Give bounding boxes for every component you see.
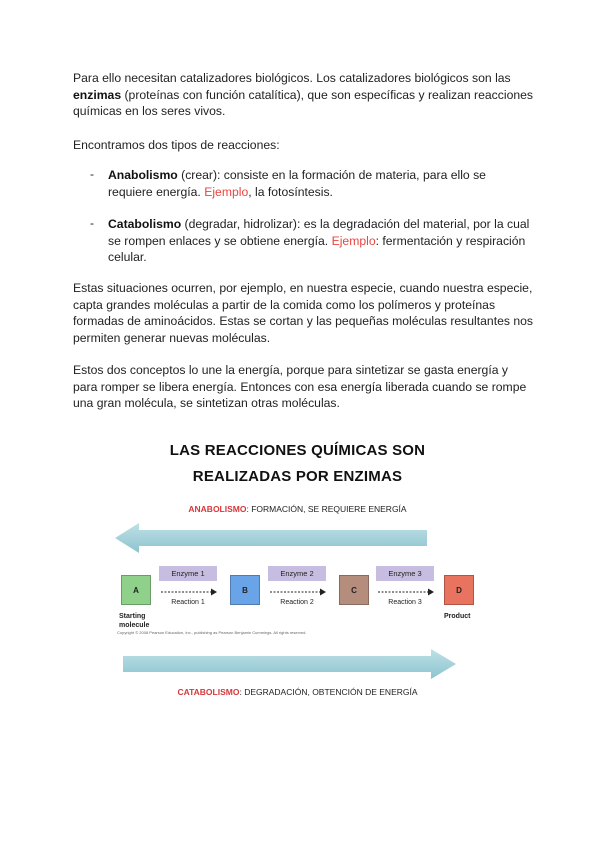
anabolism-term: ANABOLISMO [188,504,247,514]
product-label: Product [444,613,471,620]
reaction-3-arrow [376,586,436,598]
reaction-2-arrow [268,586,328,598]
paragraph-types: Encontramos dos tipos de reacciones: [73,138,280,152]
example-label: Ejemplo [204,184,249,199]
paragraph-enzymes [73,70,533,120]
bold-term-enzimas: enzimas [73,87,122,102]
example-label: Ejemplo [331,233,376,248]
molecule-d-box: D [444,575,474,605]
enzyme-reactions-figure [115,432,480,707]
starting-molecule-label [119,612,149,630]
reaction-3-label: Reaction 3 [388,599,422,606]
anabolism-description: : FORMACIÓN, SE REQUIERE ENERGÍA [246,504,407,514]
bullet-dash: - [90,167,95,181]
bullet-text: (crear): consiste en la formación de materia, para ello se requiere energía. [108,168,486,199]
figure-title-line1: LAS REACCIONES QUÍMICAS SON [169,442,426,459]
molecule-b-box: B [230,575,260,605]
enzyme-1-label: Enzyme 1 [159,566,217,581]
bullet-text: , la fotosíntesis. [248,184,333,199]
catabolism-caption [115,687,480,697]
paragraph-energy: Estos dos conceptos lo une la energía, porque para sintetizar se gasta energía y para romper se libera energía. Entonces con esa energía liberada cuando se rompe una gran molécula, se sintetizan otras moléculas. [73,363,527,410]
reaction-1-arrow [159,586,219,598]
starting-label-line1: Starting [119,613,146,620]
figure-copyright: Copyright © 2008 Pearson Education, Inc., publishing as Pearson Benjamin Cummings. All rights reserved. [117,630,307,635]
paragraph-text: (proteínas con función catalítica), que son específicas y realizan reacciones químicas en los seres vivos. [73,87,533,118]
bullet-anabolismo [108,167,533,200]
anabolism-caption [115,504,480,514]
bold-term-catabolismo: Catabolismo [108,217,182,231]
enzyme-3-label: Enzyme 3 [376,566,434,581]
bullet-text: (degradar, hidrolizar): es la degradación del material, por la cual se rompen enlaces y se obtiene energía. [108,217,530,248]
enzyme-2-label: Enzyme 2 [268,566,326,581]
molecule-a-box: A [121,575,151,605]
paragraph-situations: Estas situaciones ocurren, por ejemplo, en nuestra especie, cuando nuestra especie, capta grandes moléculas a partir de la comida como los polímeros y proteínas formadas de aminoácidos. Estas se cortan y las pequeñas moléculas resultantes nos permiten generar nuevas moléculas. [73,281,533,345]
reaction-2-label: Reaction 2 [280,599,314,606]
bullet-catabolismo [108,216,533,266]
reaction-1-label: Reaction 1 [171,599,205,606]
paragraph-text: Para ello necesitan catalizadores biológicos. Los catalizadores biológicos son las [73,71,511,85]
catabolism-arrow-right [115,648,480,680]
bullet-dash: - [90,216,95,230]
catabolism-description: : DEGRADACIÓN, OBTENCIÓN DE ENERGÍA [239,687,418,697]
figure-title-line2: REALIZADAS POR ENZIMAS [192,468,403,485]
starting-label-line2: molecule [119,622,150,629]
anabolism-arrow-left [115,522,480,554]
bold-term-anabolismo: Anabolismo [108,168,178,182]
bullet-text: : fermentación y respiración celular. [108,233,526,264]
catabolism-term: CATABOLISMO [177,687,240,697]
molecule-c-box: C [339,575,369,605]
